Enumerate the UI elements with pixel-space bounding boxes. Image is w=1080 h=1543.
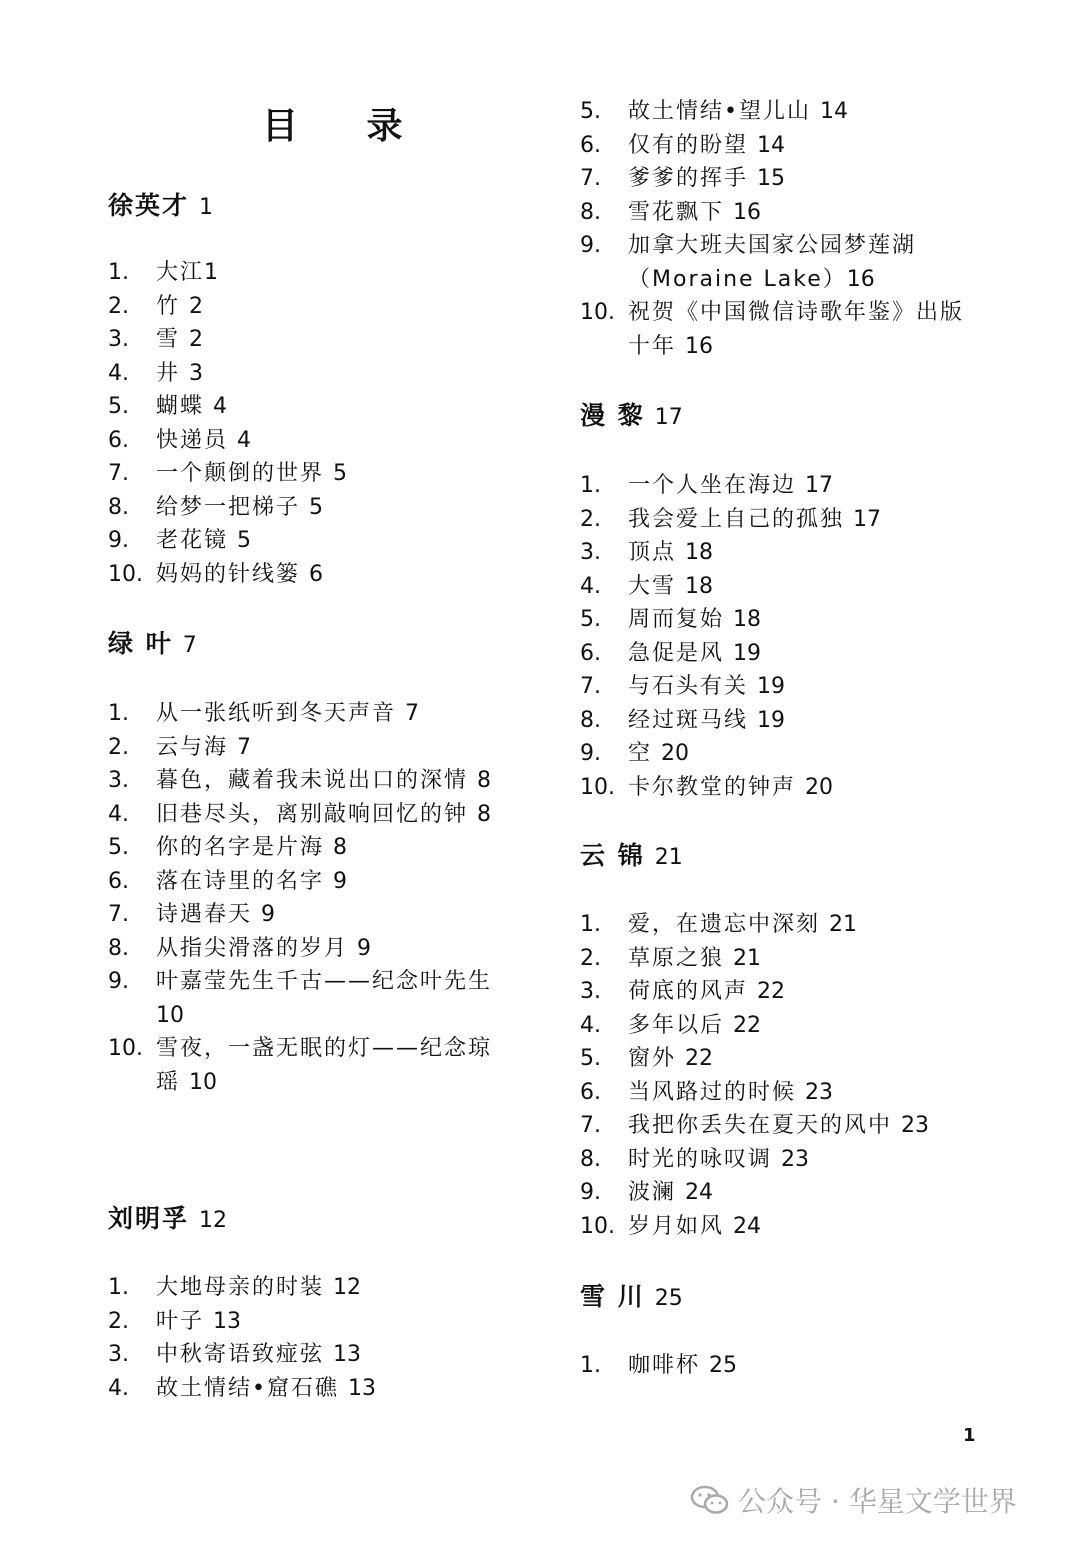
entry-page: 9	[261, 902, 276, 927]
entry-page: 6	[309, 561, 324, 587]
entry-number: 1.	[580, 912, 601, 937]
poem-list	[108, 1271, 508, 1405]
toc-entry[interactable]	[108, 357, 508, 391]
entry-page: 2	[189, 293, 204, 319]
entry-title: 你的名字是片海	[156, 835, 325, 860]
entry-number: 4.	[108, 1375, 129, 1401]
entry-title: 老花镜	[156, 528, 229, 553]
toc-entry[interactable]	[580, 1042, 1000, 1076]
entry-number: 6.	[108, 868, 129, 894]
toc-entry[interactable]	[580, 704, 1000, 738]
entry-number: 8.	[108, 935, 129, 961]
author-name: 徐英才	[108, 191, 190, 220]
entry-title: 快递员	[156, 427, 229, 453]
entry-page: 21	[733, 945, 762, 971]
entry-number: 10.	[580, 1213, 615, 1239]
author-heading	[108, 1199, 508, 1239]
author-name: 云 锦	[580, 841, 645, 870]
poem-list	[108, 697, 508, 1099]
poem-list	[580, 469, 1000, 804]
entry-title: 叶嘉莹先生千古——纪念叶先生	[156, 969, 493, 994]
entry-page: 21	[829, 912, 858, 937]
entry-page: 22	[757, 979, 786, 1004]
entry-page: 4	[237, 427, 252, 453]
entry-page: 18	[685, 540, 714, 565]
author-name: 刘明孚	[108, 1204, 190, 1233]
author-heading	[580, 396, 1000, 436]
entry-title: 波澜	[628, 1180, 677, 1205]
entry-page: 17	[853, 506, 882, 532]
author-page: 25	[654, 1286, 683, 1311]
entry-page: 18	[685, 573, 714, 599]
watermark	[690, 1480, 1017, 1520]
entry-number: 10.	[108, 561, 143, 587]
entry-number: 10.	[580, 774, 615, 800]
entry-title: 空	[628, 741, 653, 766]
author-heading	[580, 836, 1000, 876]
entry-page: 9	[333, 868, 348, 894]
entry-number: 5.	[580, 607, 601, 632]
author-page: 17	[654, 405, 683, 430]
author-page: 21	[654, 845, 683, 870]
entry-page: 7	[237, 734, 252, 760]
entry-number: 1.	[108, 701, 129, 726]
wechat-icon	[690, 1484, 730, 1516]
entry-number: 10.	[580, 300, 615, 325]
toc-entry[interactable]	[580, 1176, 1000, 1210]
entry-page: 1	[204, 260, 219, 285]
entry-page: 5	[309, 494, 324, 520]
entry-number: 7.	[580, 166, 601, 191]
entry-title: 时光的咏叹调	[628, 1146, 773, 1172]
entry-title: 窗外	[628, 1046, 677, 1071]
entry-number: 9.	[580, 1180, 601, 1205]
entry-title: 蝴蝶	[156, 394, 205, 419]
page-title: 目 录	[262, 105, 431, 147]
entry-page: 12	[333, 1275, 362, 1300]
entry-page: 22	[685, 1046, 714, 1071]
entry-number: 7.	[108, 902, 129, 927]
entry-number: 3.	[108, 1342, 129, 1367]
poem-list	[580, 908, 1000, 1243]
entry-page: 4	[213, 394, 228, 419]
entry-page: 23	[901, 1113, 930, 1138]
entry-page: 16	[846, 266, 875, 292]
entry-title: 从指尖滑落的岁月	[156, 935, 349, 961]
entry-title: 一个人坐在海边	[628, 473, 797, 498]
toc-entry[interactable]	[580, 229, 1000, 296]
entry-title: 咖啡杯	[628, 1353, 701, 1378]
toc-entry[interactable]	[580, 1109, 1000, 1143]
author-page: 12	[199, 1208, 228, 1233]
entry-number: 6.	[580, 132, 601, 158]
entry-title: 加拿大班夫国家公园梦莲湖（Moraine Lake）	[628, 233, 917, 292]
entry-title: 一个颠倒的世界	[156, 461, 325, 486]
entry-number: 1.	[108, 1275, 129, 1300]
entry-title: 周而复始	[628, 607, 725, 632]
entry-title: 当风路过的时候	[628, 1079, 797, 1105]
toc-entry[interactable]	[580, 503, 1000, 537]
entry-page: 20	[661, 741, 690, 766]
toc-entry[interactable]	[108, 390, 508, 424]
entry-title: 雪	[156, 327, 181, 352]
entry-number: 1.	[580, 473, 601, 498]
author-heading	[108, 624, 508, 664]
entry-title: 经过斑马线	[628, 707, 749, 733]
toc-entry[interactable]	[580, 570, 1000, 604]
toc-entry[interactable]	[108, 491, 508, 525]
poem-list	[108, 256, 508, 591]
entry-title: 中秋寄语致痖弦	[156, 1342, 325, 1367]
page-number: 1	[963, 1425, 976, 1446]
entry-title: 爱，在遗忘中深刻	[628, 912, 821, 937]
toc-entry[interactable]	[108, 898, 508, 932]
entry-number: 9.	[108, 528, 129, 553]
entry-page: 22	[733, 1012, 762, 1038]
toc-entry[interactable]	[108, 932, 508, 966]
entry-page: 18	[733, 607, 762, 632]
entry-number: 8.	[108, 494, 129, 520]
entry-page: 2	[189, 327, 204, 352]
toc-entry[interactable]	[580, 296, 1000, 363]
entry-title: 云与海	[156, 734, 229, 760]
toc-entry[interactable]	[108, 323, 508, 357]
entry-title: 荷底的风声	[628, 979, 749, 1004]
entry-title: 岁月如风	[628, 1213, 725, 1239]
toc-entry[interactable]	[108, 1372, 508, 1406]
entry-number: 4.	[108, 801, 129, 827]
entry-page: 19	[757, 674, 786, 699]
watermark-text: 公众号 · 华星文学世界	[738, 1485, 1017, 1518]
entry-number: 4.	[580, 1012, 601, 1038]
entry-title: 急促是风	[628, 640, 725, 666]
author-page: 1	[199, 195, 214, 220]
author-name: 绿 叶	[108, 629, 173, 658]
entry-title: 卡尔教堂的钟声	[628, 774, 797, 800]
entry-title: 仅有的盼望	[628, 132, 749, 158]
entry-page: 19	[733, 640, 762, 666]
entry-number: 3.	[108, 768, 129, 793]
entry-title: 旧巷尽头，离别敲响回忆的钟	[156, 801, 469, 827]
entry-number: 5.	[108, 835, 129, 860]
toc-entry[interactable]	[108, 1338, 508, 1372]
author-name: 漫 黎	[580, 401, 645, 430]
toc-entry[interactable]	[580, 536, 1000, 570]
toc-entry[interactable]	[580, 469, 1000, 503]
author-page: 7	[182, 633, 197, 658]
entry-title: 故土情结•望儿山	[628, 99, 811, 124]
entry-number: 2.	[580, 945, 601, 971]
toc-entry[interactable]	[108, 965, 508, 1032]
toc-entry[interactable]	[580, 1076, 1000, 1110]
author-heading	[580, 1277, 1000, 1317]
entry-number: 6.	[580, 640, 601, 666]
entry-title: 我会爱上自己的孤独	[628, 506, 845, 532]
entry-number: 10.	[108, 1036, 143, 1061]
entry-title: 井	[156, 360, 181, 386]
entry-page: 10	[189, 1069, 218, 1095]
poem-list	[580, 1349, 1000, 1383]
entry-page: 5	[237, 528, 252, 553]
entry-page: 24	[685, 1180, 714, 1205]
toc-entry[interactable]	[580, 942, 1000, 976]
toc-entry[interactable]	[580, 637, 1000, 671]
entry-title: 与石头有关	[628, 674, 749, 699]
entry-number: 8.	[580, 199, 601, 225]
toc-entry[interactable]	[108, 1305, 508, 1339]
entry-page: 5	[333, 461, 348, 486]
entry-number: 6.	[580, 1079, 601, 1105]
toc-entry[interactable]	[580, 162, 1000, 196]
entry-title: 我把你丢失在夏天的风中	[628, 1113, 893, 1138]
entry-page: 23	[805, 1079, 834, 1105]
entry-title: 爹爹的挥手	[628, 166, 749, 191]
entry-number: 9.	[580, 741, 601, 766]
entry-page: 13	[347, 1375, 376, 1401]
toc-entry[interactable]	[580, 603, 1000, 637]
toc-entry[interactable]	[108, 424, 508, 458]
toc-entry[interactable]	[108, 865, 508, 899]
entry-page: 25	[709, 1353, 738, 1378]
entry-title: 叶子	[156, 1308, 205, 1334]
toc-entry[interactable]	[108, 256, 508, 290]
entry-number: 4.	[108, 360, 129, 386]
entry-title: 诗遇春天	[156, 902, 253, 927]
entry-number: 3.	[580, 979, 601, 1004]
entry-title: 多年以后	[628, 1012, 725, 1038]
toc-entry[interactable]	[108, 798, 508, 832]
toc-entry[interactable]	[108, 290, 508, 324]
entry-title: 雪花飘下	[628, 199, 725, 225]
entry-title: 雪夜，一盏无眠的灯——纪念琼瑶	[156, 1036, 493, 1095]
toc-entry[interactable]	[108, 764, 508, 798]
entry-page: 14	[819, 99, 848, 124]
entry-page: 8	[477, 768, 492, 793]
entry-number: 7.	[108, 461, 129, 486]
entry-number: 4.	[580, 573, 601, 599]
toc-entry[interactable]	[580, 908, 1000, 942]
toc-entry[interactable]	[580, 95, 1000, 129]
toc-entry[interactable]	[108, 1271, 508, 1305]
toc-entry[interactable]	[580, 1349, 1000, 1383]
toc-entry[interactable]	[580, 196, 1000, 230]
entry-page: 23	[781, 1146, 810, 1172]
entry-page: 13	[333, 1342, 362, 1367]
toc-entry[interactable]	[108, 457, 508, 491]
toc-entry[interactable]	[108, 524, 508, 558]
entry-title: 大江	[156, 260, 205, 285]
entry-number: 9.	[580, 233, 601, 258]
toc-entry[interactable]	[108, 1032, 508, 1099]
entry-page: 20	[805, 774, 834, 800]
entry-page: 16	[685, 333, 714, 359]
entry-page: 8	[333, 835, 348, 860]
toc-entry[interactable]	[580, 771, 1000, 805]
entry-title: 祝贺《中国微信诗歌年鉴》出版十年	[628, 300, 965, 359]
entry-title: 草原之狼	[628, 945, 725, 971]
toc-entry[interactable]	[108, 731, 508, 765]
entry-page: 9	[357, 935, 372, 961]
entry-title: 顶点	[628, 540, 677, 565]
entry-number: 5.	[580, 1046, 601, 1071]
entry-page: 19	[757, 707, 786, 733]
toc-entry[interactable]	[108, 558, 508, 592]
entry-page: 8	[477, 801, 492, 827]
entry-title: 妈妈的针线篓	[156, 561, 301, 587]
entry-number: 6.	[108, 427, 129, 453]
entry-number: 5.	[580, 99, 601, 124]
entry-page: 24	[733, 1213, 762, 1239]
entry-title: 给梦一把梯子	[156, 494, 301, 520]
toc-entry[interactable]	[580, 975, 1000, 1009]
entry-number: 2.	[108, 293, 129, 319]
entry-number: 7.	[580, 674, 601, 699]
author-heading	[108, 186, 508, 226]
entry-number: 8.	[580, 1146, 601, 1172]
entry-title: 大地母亲的时装	[156, 1275, 325, 1300]
entry-page: 3	[189, 360, 204, 386]
entry-number: 8.	[580, 707, 601, 733]
entry-title: 从一张纸听到冬天声音	[156, 701, 397, 726]
entry-number: 5.	[108, 394, 129, 419]
entry-page: 7	[405, 701, 420, 726]
entry-number: 1.	[580, 1353, 601, 1378]
entry-number: 7.	[580, 1113, 601, 1138]
entry-page: 16	[733, 199, 762, 225]
author-name: 雪 川	[580, 1282, 645, 1311]
toc-entry[interactable]	[580, 737, 1000, 771]
poem-list-continued	[580, 95, 1000, 363]
toc-entry[interactable]	[580, 1143, 1000, 1177]
toc-entry[interactable]	[580, 1009, 1000, 1043]
entry-number: 3.	[108, 327, 129, 352]
entry-page: 14	[757, 132, 786, 158]
toc-entry[interactable]	[108, 697, 508, 731]
entry-page: 13	[213, 1308, 242, 1334]
entry-page: 17	[805, 473, 834, 498]
entry-title: 大雪	[628, 573, 677, 599]
entry-number: 1.	[108, 260, 129, 285]
entry-number: 9.	[108, 969, 129, 994]
entry-number: 3.	[580, 540, 601, 565]
entry-page: 10	[156, 1002, 184, 1028]
entry-page: 15	[757, 166, 786, 191]
entry-title: 落在诗里的名字	[156, 868, 325, 894]
toc-entry[interactable]	[108, 831, 508, 865]
toc-entry[interactable]	[580, 1210, 1000, 1244]
entry-number: 2.	[580, 506, 601, 532]
entry-title: 故土情结•窟石礁	[156, 1375, 339, 1401]
entry-title: 竹	[156, 293, 181, 319]
toc-entry[interactable]	[580, 129, 1000, 163]
entry-number: 2.	[108, 734, 129, 760]
toc-entry[interactable]	[580, 670, 1000, 704]
entry-number: 2.	[108, 1308, 129, 1334]
entry-title: 暮色，藏着我未说出口的深情	[156, 768, 469, 793]
